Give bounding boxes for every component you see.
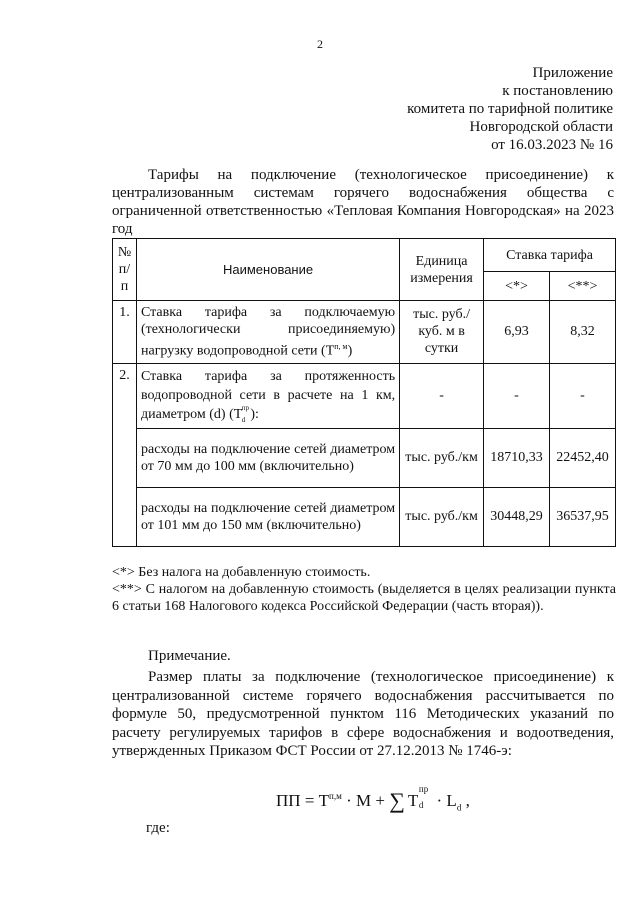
formula-eq: = (300, 791, 319, 810)
formula-sigma: ∑ (389, 788, 405, 813)
table-row (113, 363, 616, 428)
note-body: Размер платы за подключение (технологическое присоединение) к централизованной системе горячего водоснабжения рассчитывается по формуле 50, предусмотренной пунктом 116 Методических указаний по расчету регулируемых тарифов в сфере водоснабжения и водоотведения, утвержденных Приказом ФСТ России от 27.12.2013 № 1746-э: (112, 669, 614, 759)
table-row (113, 487, 616, 546)
row-name-end: ): (250, 407, 259, 423)
appendix-line: к постановлению (502, 83, 613, 99)
formula-l-sub: d (456, 802, 462, 813)
header-num: № п/п (113, 239, 137, 301)
header-rate: Ставка тарифа (484, 239, 616, 272)
row-value-no-vat: 18710,33 (484, 428, 550, 487)
formula-l: · L (432, 791, 457, 810)
row-name (136, 363, 399, 428)
header-rate-vat: <**> (550, 272, 616, 301)
appendix-line: Приложение (532, 65, 613, 81)
row-name-text: Ставка тарифа за подключаемую (технологически присоединяемую) нагрузку водопроводной сети (Т (140, 305, 396, 359)
appendix-line: Новгородской области (469, 119, 613, 135)
where-label: где: (146, 820, 170, 836)
row-unit: тыс. руб./куб. м в сутки (400, 301, 484, 364)
table-row (113, 301, 616, 364)
row-value-no-vat: 6,93 (484, 301, 550, 364)
note-heading: Примечание. (148, 648, 231, 664)
formula-t1-sup: п,м (329, 791, 342, 801)
row-value-no-vat: - (484, 363, 550, 428)
footnote-vat: <**> С налогом на добавленную стоимость (выделяется в целях реализации пункта 6 статьи 168 Налогового кодекса Российской Федерации (часть вторая)). (112, 582, 616, 614)
row-name: расходы на подключение сетей диаметром от 101 мм до 150 мм (включительно) (136, 487, 399, 546)
table-row (113, 428, 616, 487)
t-pr-d-symbol: Т пр d (233, 404, 250, 425)
row-value-vat: 36537,95 (550, 487, 616, 546)
formula-t1: Т (318, 791, 330, 810)
header-name: Наименование (136, 239, 399, 301)
header-unit: Единица измерения (400, 239, 484, 301)
row-unit: - (400, 363, 484, 428)
row-num: 2. (113, 363, 137, 546)
row-name-end: ) (347, 343, 353, 359)
footnotes (112, 564, 616, 615)
appendix-line: комитета по тарифной политике (407, 101, 613, 117)
row-value-vat: 8,32 (550, 301, 616, 364)
row-value-vat: 22452,40 (550, 428, 616, 487)
formula-end: , (461, 791, 470, 810)
row-value-vat: - (550, 363, 616, 428)
row-name: расходы на подключение сетей диаметром от 70 мм до 100 мм (включительно) (136, 428, 399, 487)
footnote-no-vat: <*> Без налога на добавленную стоимость. (112, 565, 371, 580)
appendix-block (407, 64, 613, 154)
header-rate-no-vat: <*> (484, 272, 550, 301)
row-unit: тыс. руб./км (400, 428, 484, 487)
payment-formula (276, 784, 470, 814)
formula-t2: Т пр d (407, 784, 429, 810)
appendix-line: от 16.03.2023 № 16 (491, 137, 613, 153)
row-name-text: Ставка тарифа за протяженность водопроводной сети в расчете на 1 км, диаметром (d) ( (140, 369, 396, 423)
formula-lhs: ПП (276, 791, 301, 810)
formula-mid: · М + (341, 791, 390, 810)
row-unit: тыс. руб./км (400, 487, 484, 546)
tariff-table (112, 238, 616, 547)
document-title: Тарифы на подключение (технологическое присоединение) к централизованным системам горячего водоснабжения общества с ограниченной ответственностью «Тепловая Компания Новгородская» на 2023 год (112, 167, 614, 237)
row-num: 1. (113, 301, 137, 364)
row-name (136, 301, 399, 364)
page-number: 2 (317, 37, 323, 51)
row-value-no-vat: 30448,29 (484, 487, 550, 546)
row-name-sup: п, м (334, 342, 348, 351)
